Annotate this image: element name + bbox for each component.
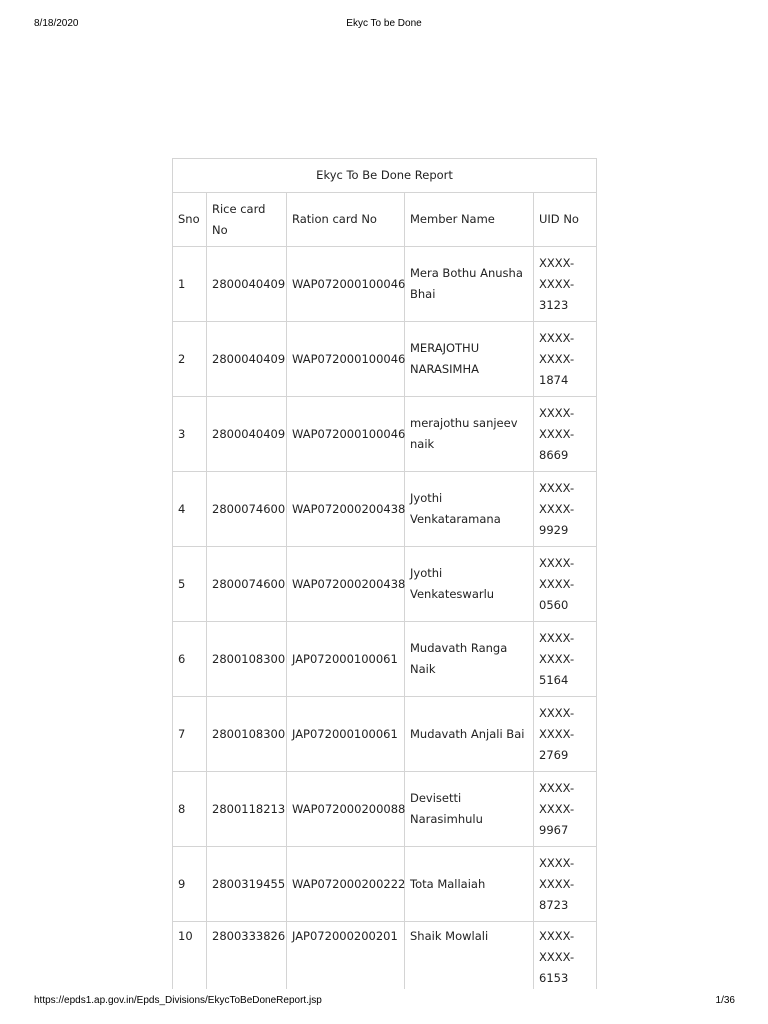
uid-part: 8723 <box>539 897 569 912</box>
report-title: Ekyc To Be Done Report <box>173 159 597 193</box>
cell-rice-card-no: 2800040409 <box>207 247 287 322</box>
cell-ration-card-no: WAP072000100046 <box>287 322 405 397</box>
cell-member-name: Mera Bothu Anusha Bhai <box>405 247 534 322</box>
table-row <box>173 772 597 847</box>
column-header-sno: Sno <box>173 193 207 247</box>
cell-member-name: MERAJOTHU NARASIMHA <box>405 322 534 397</box>
table-header-row <box>173 193 597 247</box>
uid-part: 3123 <box>539 297 569 312</box>
cell-member-name: Jyothi Venkateswarlu <box>405 547 534 622</box>
cell-sno: 2 <box>173 322 207 397</box>
uid-part: XXXX- <box>539 501 575 516</box>
cell-uid-no <box>534 547 597 622</box>
uid-part: XXXX- <box>539 651 575 666</box>
cell-ration-card-no: JAP072000100061 <box>287 622 405 697</box>
cell-sno: 5 <box>173 547 207 622</box>
cell-member-name: Mudavath Anjali Bai <box>405 697 534 772</box>
table-row <box>173 697 597 772</box>
cell-sno: 9 <box>173 847 207 922</box>
uid-part: XXXX- <box>539 351 575 366</box>
cell-sno: 4 <box>173 472 207 547</box>
column-header-uid: UID No <box>534 193 597 247</box>
uid-part: 6153 <box>539 971 569 985</box>
table-row <box>173 547 597 622</box>
uid-part: XXXX- <box>539 726 575 741</box>
cell-rice-card-no: 2800040409 <box>207 322 287 397</box>
cell-rice-card-no: 2800333826 <box>207 922 287 997</box>
uid-part: 5164 <box>539 672 569 687</box>
print-url: https://epds1.ap.gov.in/Epds_Divisions/EkycToBeDoneReport.jsp <box>34 995 322 1006</box>
uid-part: XXXX- <box>539 705 575 720</box>
cell-uid-no <box>534 922 597 997</box>
uid-part: XXXX- <box>539 555 575 570</box>
column-header-ration-card: Ration card No <box>287 193 405 247</box>
print-page-number: 1/36 <box>715 995 735 1006</box>
table-row <box>173 247 597 322</box>
cell-rice-card-no: 2800074600 <box>207 547 287 622</box>
uid-part: XXXX- <box>539 330 575 345</box>
uid-part: XXXX- <box>539 576 575 591</box>
cell-sno: 7 <box>173 697 207 772</box>
cell-member-name: Mudavath Ranga Naik <box>405 622 534 697</box>
uid-part: XXXX- <box>539 255 575 270</box>
uid-part: XXXX- <box>539 276 575 291</box>
table-row <box>173 622 597 697</box>
uid-part: 8669 <box>539 447 569 462</box>
column-header-member-name: Member Name <box>405 193 534 247</box>
uid-part: 9929 <box>539 522 569 537</box>
cell-ration-card-no: WAP072000100046 <box>287 397 405 472</box>
cell-rice-card-no: 2800118213 <box>207 772 287 847</box>
cell-member-name: Shaik Mowlali <box>405 922 534 997</box>
cell-ration-card-no: JAP072000200201 <box>287 922 405 997</box>
column-header-rice-card: Rice card No <box>207 193 287 247</box>
cell-uid-no <box>534 472 597 547</box>
uid-part: XXXX- <box>539 405 575 420</box>
uid-part: XXXX- <box>539 801 575 816</box>
print-page-title: Ekyc To be Done <box>346 18 422 29</box>
table-row <box>173 472 597 547</box>
cell-member-name: merajothu sanjeev naik <box>405 397 534 472</box>
cell-rice-card-no: 2800319455 <box>207 847 287 922</box>
cell-ration-card-no: WAP072000200222 <box>287 847 405 922</box>
cell-ration-card-no: WAP072000200438 <box>287 472 405 547</box>
cell-sno: 1 <box>173 247 207 322</box>
report-title-row <box>173 159 597 193</box>
print-date: 8/18/2020 <box>34 18 79 29</box>
cell-uid-no <box>534 397 597 472</box>
cell-sno: 8 <box>173 772 207 847</box>
uid-part: XXXX- <box>539 426 575 441</box>
uid-part: XXXX- <box>539 876 575 891</box>
cell-ration-card-no: WAP072000200088 <box>287 772 405 847</box>
uid-part: XXXX- <box>539 950 575 964</box>
table-row <box>173 847 597 922</box>
cell-sno: 10 <box>173 922 207 997</box>
cell-uid-no <box>534 847 597 922</box>
cell-rice-card-no: 2800074600 <box>207 472 287 547</box>
cell-member-name: Jyothi Venkataramana <box>405 472 534 547</box>
uid-part: XXXX- <box>539 480 575 495</box>
uid-part: 9967 <box>539 822 569 837</box>
uid-part: XXXX- <box>539 780 575 795</box>
cell-ration-card-no: JAP072000100061 <box>287 697 405 772</box>
table-row <box>173 922 597 997</box>
uid-part: XXXX- <box>539 929 575 943</box>
table-row <box>173 397 597 472</box>
cell-ration-card-no: WAP072000200438 <box>287 547 405 622</box>
cell-uid-no <box>534 247 597 322</box>
ekyc-report-table <box>172 158 597 997</box>
table-row <box>173 322 597 397</box>
cell-rice-card-no: 2800040409 <box>207 397 287 472</box>
uid-part: 1874 <box>539 372 569 387</box>
cell-member-name: Tota Mallaiah <box>405 847 534 922</box>
cell-sno: 6 <box>173 622 207 697</box>
cell-rice-card-no: 2800108300 <box>207 622 287 697</box>
cell-uid-no <box>534 622 597 697</box>
cell-uid-no <box>534 322 597 397</box>
cell-member-name: Devisetti Narasimhulu <box>405 772 534 847</box>
uid-part: XXXX- <box>539 855 575 870</box>
uid-part: XXXX- <box>539 630 575 645</box>
cell-uid-no <box>534 772 597 847</box>
uid-part: 0560 <box>539 597 569 612</box>
cell-sno: 3 <box>173 397 207 472</box>
cell-ration-card-no: WAP072000100046 <box>287 247 405 322</box>
uid-part: 2769 <box>539 747 569 762</box>
cell-uid-no <box>534 697 597 772</box>
cell-rice-card-no: 2800108300 <box>207 697 287 772</box>
